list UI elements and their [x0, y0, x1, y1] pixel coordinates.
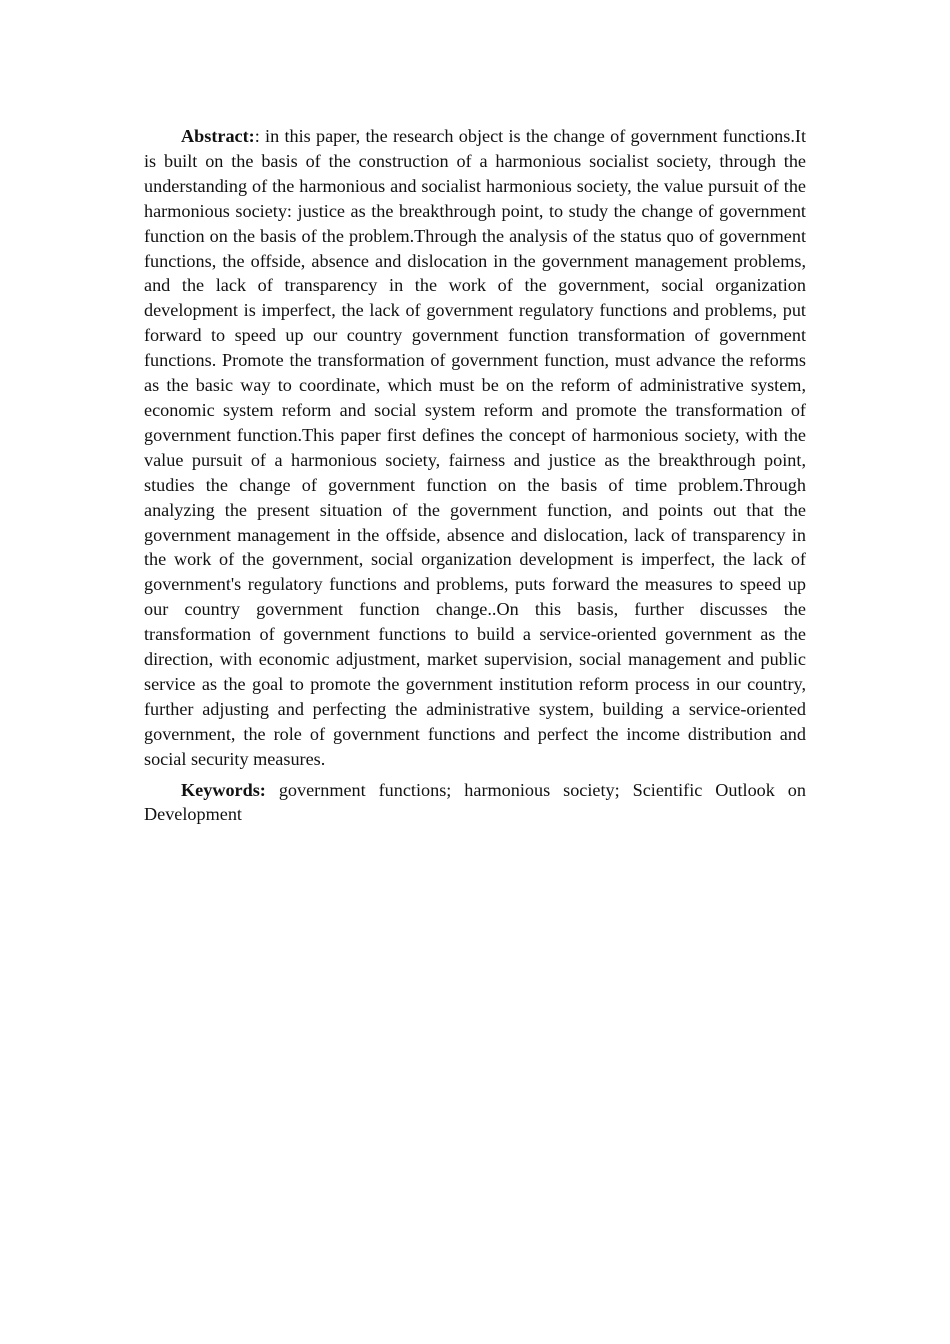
abstract-paragraph — [144, 124, 806, 772]
keywords-paragraph — [144, 778, 806, 828]
abstract-label: Abstract: — [181, 126, 255, 146]
abstract-section — [144, 124, 806, 827]
abstract-text: : in this paper, the research object is the change of government functions.It is built on the basis of the construction of a harmonious socialist society, through the understanding of the harmonious and socialist harmonious society, the value pursuit of the harmonious society: justice as the breakthrough point, to study the change of government function on the basis of the problem.Through the analysis of the status quo of government functions, the offside, absence and dislocation in the government management problems, and the lack of transparency in the work of the government, social organization development is imperfect, the lack of government regulatory functions and problems, put forward to speed up our country government function transformation of government functions. Promote the transformation of government function, must advance the reforms as the basic way to coordinate, which must be on the reform of administrative system, economic system reform and social system reform and promote the transformation of government function.This paper first defines the concept of harmonious society, with the value pursuit of a harmonious society, fairness and justice as the breakthrough point, studies the change of government function on the basis of time problem.Through analyzing the present situation of the government function, and points out that the government management in the offside, absence and dislocation, lack of transparency in the work of the government, social organization development is imperfect, the lack of government's regulatory functions and problems, puts forward the measures to speed up our country government function change..On this basis, further discusses the transformation of government functions to build a service-oriented government as the direction, with economic adjustment, market supervision, social management and public service as the goal to promote the government institution reform process in our country, further adjusting and perfecting the administrative system, building a service-oriented government, the role of government functions and perfect the income distribution and social security measures. — [144, 126, 806, 769]
keywords-text: government functions; harmonious society; Scientific Outlook on Development — [144, 779, 806, 825]
keywords-label: Keywords: — [181, 779, 266, 800]
